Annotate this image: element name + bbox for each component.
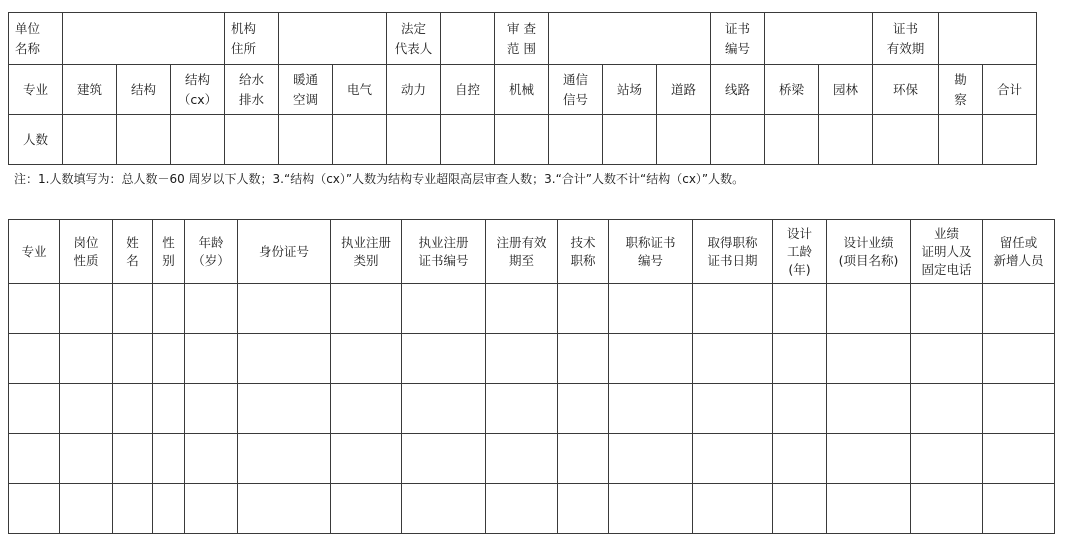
table-cell[interactable] <box>558 384 609 434</box>
column-header: 设计业绩 (项目名称) <box>827 220 911 284</box>
table-cell[interactable] <box>113 334 153 384</box>
table-cell[interactable] <box>693 284 773 334</box>
table-cell[interactable] <box>983 384 1055 434</box>
specialty-header: 暖通 空调 <box>279 65 333 115</box>
table-cell[interactable] <box>113 484 153 534</box>
table-cell[interactable] <box>486 384 558 434</box>
table-cell[interactable] <box>558 434 609 484</box>
table-cell[interactable] <box>113 284 153 334</box>
table-cell[interactable] <box>402 434 486 484</box>
specialty-header: 勘 察 <box>939 65 983 115</box>
column-header: 设计 工龄 (年) <box>773 220 827 284</box>
unit-name-label: 单位 名称 <box>9 13 63 65</box>
table-cell[interactable] <box>331 484 402 534</box>
count-cell[interactable] <box>939 115 983 165</box>
count-cell[interactable] <box>983 115 1037 165</box>
specialty-header: 道路 <box>657 65 711 115</box>
count-cell[interactable] <box>117 115 171 165</box>
column-header: 注册有效 期至 <box>486 220 558 284</box>
specialty-header: 结构 （cx） <box>171 65 225 115</box>
table-cell[interactable] <box>185 284 238 334</box>
table-cell[interactable] <box>185 434 238 484</box>
table-cell[interactable] <box>153 284 185 334</box>
count-row <box>9 115 1037 165</box>
count-row-label: 人数 <box>9 115 63 165</box>
review-scope-label: 审 查 范 围 <box>495 13 549 65</box>
table-cell[interactable] <box>238 384 331 434</box>
table-cell[interactable] <box>827 384 911 434</box>
table-cell[interactable] <box>486 334 558 384</box>
table-cell[interactable] <box>609 384 693 434</box>
column-header: 执业注册 证书编号 <box>402 220 486 284</box>
cert-validity-label: 证书 有效期 <box>873 13 939 65</box>
table-cell[interactable] <box>9 284 60 334</box>
unit-name-field[interactable] <box>63 13 225 65</box>
count-cell[interactable] <box>603 115 657 165</box>
specialty-row-label: 专业 <box>9 65 63 115</box>
column-header: 执业注册 类别 <box>331 220 402 284</box>
count-cell[interactable] <box>333 115 387 165</box>
column-header: 性 别 <box>153 220 185 284</box>
institution-specialty-table <box>8 12 1037 165</box>
table-row <box>9 484 1055 534</box>
column-header: 业绩 证明人及 固定电话 <box>911 220 983 284</box>
table-cell[interactable] <box>185 334 238 384</box>
specialty-header: 动力 <box>387 65 441 115</box>
table-cell[interactable] <box>238 434 331 484</box>
table-cell[interactable] <box>331 384 402 434</box>
specialty-header: 桥梁 <box>765 65 819 115</box>
column-header: 留任或 新增人员 <box>983 220 1055 284</box>
count-cell[interactable] <box>765 115 819 165</box>
column-header: 职称证书 编号 <box>609 220 693 284</box>
table-cell[interactable] <box>609 484 693 534</box>
table-cell[interactable] <box>983 334 1055 384</box>
table-cell[interactable] <box>9 434 60 484</box>
table-cell[interactable] <box>9 334 60 384</box>
table-cell[interactable] <box>113 434 153 484</box>
cert-no-label: 证书 编号 <box>711 13 765 65</box>
specialty-header: 园林 <box>819 65 873 115</box>
table-cell[interactable] <box>558 284 609 334</box>
table-cell[interactable] <box>911 384 983 434</box>
count-cell[interactable] <box>657 115 711 165</box>
table-cell[interactable] <box>693 434 773 484</box>
column-header: 技术 职称 <box>558 220 609 284</box>
table-cell[interactable] <box>153 334 185 384</box>
count-cell[interactable] <box>171 115 225 165</box>
personnel-header-row <box>9 220 1055 284</box>
table-cell[interactable] <box>983 434 1055 484</box>
table-cell[interactable] <box>9 384 60 434</box>
table-cell[interactable] <box>486 434 558 484</box>
specialty-header: 环保 <box>873 65 939 115</box>
column-header: 年龄 （岁） <box>185 220 238 284</box>
specialty-header: 线路 <box>711 65 765 115</box>
table-cell[interactable] <box>185 484 238 534</box>
legal-rep-label: 法定 代表人 <box>387 13 441 65</box>
table-cell[interactable] <box>402 334 486 384</box>
table-cell[interactable] <box>331 434 402 484</box>
specialty-header: 结构 <box>117 65 171 115</box>
cert-validity-field[interactable] <box>939 13 1037 65</box>
specialty-header: 自控 <box>441 65 495 115</box>
table-cell[interactable] <box>773 334 827 384</box>
specialty-header: 电气 <box>333 65 387 115</box>
table-cell[interactable] <box>693 484 773 534</box>
table-cell[interactable] <box>609 434 693 484</box>
column-header: 姓 名 <box>113 220 153 284</box>
table-cell[interactable] <box>827 434 911 484</box>
specialty-header: 合计 <box>983 65 1037 115</box>
table-cell[interactable] <box>693 384 773 434</box>
table-cell[interactable] <box>60 384 113 434</box>
form-note: 注：1.人数填写为：总人数－60 周岁以下人数；3.“结构（cx）”人数为结构专业超限高层审查人数；3.“合计”人数不计“结构（cx）”人数。 <box>14 172 745 186</box>
specialty-header: 机械 <box>495 65 549 115</box>
table-row <box>9 284 1055 334</box>
table-cell[interactable] <box>827 284 911 334</box>
count-cell[interactable] <box>495 115 549 165</box>
institution-info-row <box>9 13 1037 65</box>
column-header: 取得职称 证书日期 <box>693 220 773 284</box>
column-header: 岗位 性质 <box>60 220 113 284</box>
table-cell[interactable] <box>331 284 402 334</box>
table-cell[interactable] <box>773 434 827 484</box>
table-row <box>9 434 1055 484</box>
table-cell[interactable] <box>60 434 113 484</box>
table-cell[interactable] <box>60 484 113 534</box>
table-cell[interactable] <box>773 484 827 534</box>
count-cell[interactable] <box>225 115 279 165</box>
specialty-header: 给水 排水 <box>225 65 279 115</box>
count-cell[interactable] <box>279 115 333 165</box>
count-cell[interactable] <box>819 115 873 165</box>
table-cell[interactable] <box>9 484 60 534</box>
table-cell[interactable] <box>153 434 185 484</box>
table-cell[interactable] <box>185 384 238 434</box>
column-header: 专业 <box>9 220 60 284</box>
table-cell[interactable] <box>153 484 185 534</box>
table-cell[interactable] <box>558 334 609 384</box>
table-cell[interactable] <box>486 284 558 334</box>
table-cell[interactable] <box>773 284 827 334</box>
column-header: 身份证号 <box>238 220 331 284</box>
table-cell[interactable] <box>402 284 486 334</box>
table-cell[interactable] <box>60 284 113 334</box>
count-cell[interactable] <box>549 115 603 165</box>
specialty-header: 站场 <box>603 65 657 115</box>
table-cell[interactable] <box>911 284 983 334</box>
table-cell[interactable] <box>911 334 983 384</box>
table-cell[interactable] <box>238 484 331 534</box>
table-cell[interactable] <box>693 334 773 384</box>
table-cell[interactable] <box>153 384 185 434</box>
table-cell[interactable] <box>609 284 693 334</box>
specialty-header: 通信 信号 <box>549 65 603 115</box>
table-cell[interactable] <box>983 484 1055 534</box>
specialty-header-row <box>9 65 1037 115</box>
review-scope-field[interactable] <box>549 13 711 65</box>
table-cell[interactable] <box>113 384 153 434</box>
table-cell[interactable] <box>983 284 1055 334</box>
table-row <box>9 384 1055 434</box>
table-cell[interactable] <box>827 334 911 384</box>
personnel-table <box>8 219 1055 534</box>
cert-no-field[interactable] <box>765 13 873 65</box>
table-cell[interactable] <box>238 334 331 384</box>
table-cell[interactable] <box>827 484 911 534</box>
table-cell[interactable] <box>238 284 331 334</box>
count-cell[interactable] <box>63 115 117 165</box>
legal-rep-field[interactable] <box>441 13 495 65</box>
org-address-label: 机构 住所 <box>225 13 279 65</box>
specialty-header: 建筑 <box>63 65 117 115</box>
table-cell[interactable] <box>60 334 113 384</box>
table-cell[interactable] <box>402 384 486 434</box>
table-cell[interactable] <box>609 334 693 384</box>
table-cell[interactable] <box>773 384 827 434</box>
count-cell[interactable] <box>873 115 939 165</box>
count-cell[interactable] <box>711 115 765 165</box>
table-cell[interactable] <box>402 484 486 534</box>
table-row <box>9 334 1055 384</box>
count-cell[interactable] <box>441 115 495 165</box>
org-address-field[interactable] <box>279 13 387 65</box>
table-cell[interactable] <box>911 484 983 534</box>
table-cell[interactable] <box>911 434 983 484</box>
count-cell[interactable] <box>387 115 441 165</box>
table-cell[interactable] <box>486 484 558 534</box>
table-cell[interactable] <box>331 334 402 384</box>
table-cell[interactable] <box>558 484 609 534</box>
